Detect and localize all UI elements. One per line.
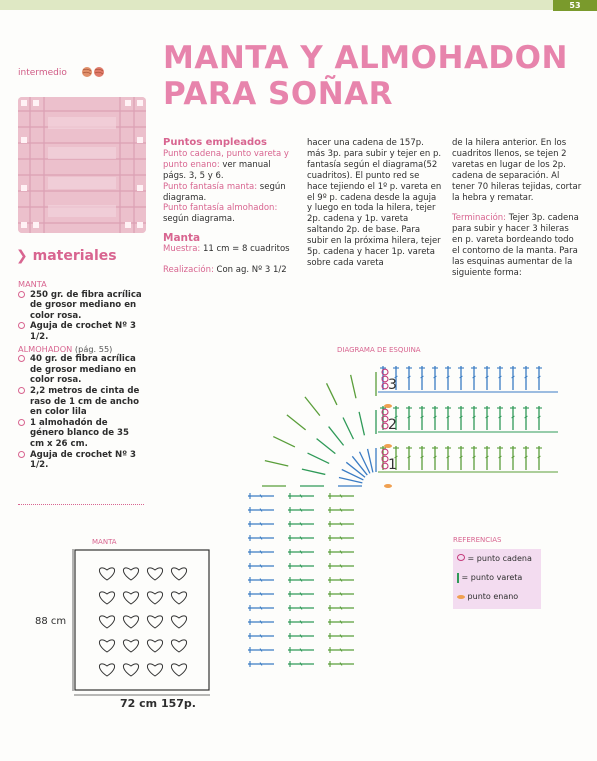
stitch-paragraph-1: Punto cadena, punto vareta y punto enano: ver manual págs. 3, 5 y 6.: [163, 148, 289, 181]
heart-motif-icon: [147, 664, 162, 676]
stitch-paragraph-3: Punto fantasía almohadon: según diagrama.: [163, 203, 278, 225]
fan-stitch: [327, 383, 337, 405]
manta-heading: Manta: [163, 232, 201, 245]
materials-list: [18, 278, 144, 471]
chain-stitch-icon: [457, 554, 465, 561]
heart-motif-icon: [147, 640, 162, 652]
height-dimension: 88 cm: [35, 616, 67, 627]
stitches-column: [163, 138, 295, 276]
blanket-outline: [75, 550, 209, 690]
fan-stitch: [352, 456, 367, 475]
page-number: 53: [553, 0, 597, 11]
muestra-paragraph: Muestra: 11 cm = 8 cuadritos: [163, 244, 290, 255]
width-arrow: [74, 692, 210, 698]
fan-stitch: [346, 462, 365, 477]
slip-stitch: [384, 444, 392, 448]
manta-label: MANTA: [18, 279, 47, 289]
row-number: 3: [388, 377, 397, 393]
bullet-icon: [18, 322, 25, 329]
fan-stitch: [343, 418, 353, 440]
instructions-continued: de la hilera anterior. En los cuadritos llenos, se tejen 2 varetas en lugar de los 2p. cadena de separación. Al tener 70 hileras tejidas, cortar la hebra y rematar.: [452, 138, 582, 203]
list-item: 40 gr. de fibra acrílica de grosor mediano en color rosa.: [18, 354, 144, 386]
heart-motif-icon: [123, 640, 138, 652]
difficulty-level: intermedio: [18, 68, 67, 78]
realizacion-paragraph: Realización: Con ag. Nº 3 1/2: [163, 265, 287, 276]
slip-stitch: [384, 404, 392, 408]
fan-stitch: [302, 469, 325, 474]
heart-motif-icon: [99, 640, 114, 652]
instructions-column: hacer una cadena de 157p. más 3p. para subir y tejer en p. fantasía según el diagrama(52 cuadritos). El punto red se hace tejiendo el 1º p. vareta en el 9º p. cadena desde la aguja y luego en toda la hilera, tejer 2p. cadena y 1p. vareta saltando 2p. de base. Para subir en la próxima hilera, tejer 5p. cadena y hacer 1p. vareta sobre cada vareta: [307, 138, 442, 268]
fan-stitch: [273, 437, 295, 447]
heart-motif-icon: [99, 568, 114, 580]
heart-motif-icon: [123, 664, 138, 676]
heart-motif-icon: [123, 592, 138, 604]
list-item: Aguja de crochet Nº 3 1/2.: [18, 450, 144, 471]
heart-motif-icon: [99, 592, 114, 604]
heart-motif-icon: [171, 640, 186, 652]
materials-heading: ❯ materiales: [16, 248, 117, 264]
fan-stitch: [308, 453, 330, 463]
stitches-heading: Puntos empleados: [163, 137, 267, 148]
heart-motif-icon: [171, 664, 186, 676]
list-item: 2,2 metros de cinta de raso de 1 cm de ancho en color lila: [18, 386, 144, 418]
stitch-paragraph-2: Punto fantasía manta: según diagrama.: [163, 181, 286, 203]
terminacion-paragraph: Terminación: Tejer 3p. cadena para subir y hacer 3 hileras en p. vareta bordeando todo el contorno de la manta. Para las esquinas aumentar de la siguiente forma:: [452, 213, 579, 278]
slip-stitch: [384, 484, 392, 488]
double-crochet-icon: [457, 573, 459, 583]
corner-diagram: [238, 356, 558, 701]
heart-motif-icon: [171, 568, 186, 580]
title-line-2: PARA SOÑAR: [163, 76, 394, 112]
yarn-balls-icon: [80, 66, 114, 78]
bullet-icon: [18, 291, 25, 298]
chevron-right-icon: ❯: [16, 248, 33, 264]
fan-stitch: [329, 427, 344, 446]
fan-stitch: [305, 397, 320, 416]
heart-motif-icon: [147, 616, 162, 628]
height-arrow: [70, 549, 76, 691]
finishing-column: [452, 138, 582, 279]
almohadon-label: ALMOHADON (pág. 55): [18, 343, 113, 354]
references-label: REFERENCIAS: [453, 536, 502, 544]
ref-vareta: = punto vareta: [457, 572, 522, 583]
heart-motif-icon: [171, 616, 186, 628]
blanket-schematic: [74, 549, 210, 691]
blanket-photo: [18, 97, 146, 233]
list-item: 250 gr. de fibra acrílica de grosor mediano en color rosa.: [18, 290, 144, 322]
row-number: 1: [388, 457, 397, 473]
heart-motif-icon: [147, 592, 162, 604]
width-dimension: 72 cm 157p.: [120, 697, 196, 710]
heart-motif-icon: [99, 616, 114, 628]
title-line-1: MANTA Y ALMOHADON: [163, 40, 568, 76]
heart-motif-icon: [99, 664, 114, 676]
list-item: 1 almohadón de género blanco de 35 cm x 26 cm.: [18, 418, 144, 450]
fan-stitch: [265, 461, 288, 466]
top-band: [0, 0, 597, 10]
corner-diagram-label: DIAGRAMA DE ESQUINA: [337, 346, 421, 354]
bullet-icon: [18, 387, 25, 394]
heart-motif-icon: [123, 616, 138, 628]
manta-diagram-label: MANTA: [92, 538, 117, 546]
slip-stitch-icon: [457, 595, 465, 599]
ref-enano: punto enano: [457, 591, 518, 602]
bullet-icon: [18, 355, 25, 362]
fan-stitch: [351, 375, 356, 398]
ref-cadena: = punto cadena: [457, 553, 532, 564]
list-item: Aguja de crochet Nº 3 1/2.: [18, 321, 144, 342]
references-box: [453, 549, 541, 609]
row-number: 2: [388, 417, 397, 433]
dotted-divider: [18, 504, 144, 505]
bullet-icon: [18, 419, 25, 426]
heart-motif-icon: [147, 568, 162, 580]
heart-motif-icon: [171, 592, 186, 604]
heart-motif-icon: [123, 568, 138, 580]
bullet-icon: [18, 451, 25, 458]
crochet-texture-image: [18, 97, 146, 233]
fan-stitch: [359, 412, 364, 435]
fan-stitch: [287, 415, 306, 430]
fan-stitch: [317, 439, 336, 454]
page-title: [163, 40, 568, 112]
